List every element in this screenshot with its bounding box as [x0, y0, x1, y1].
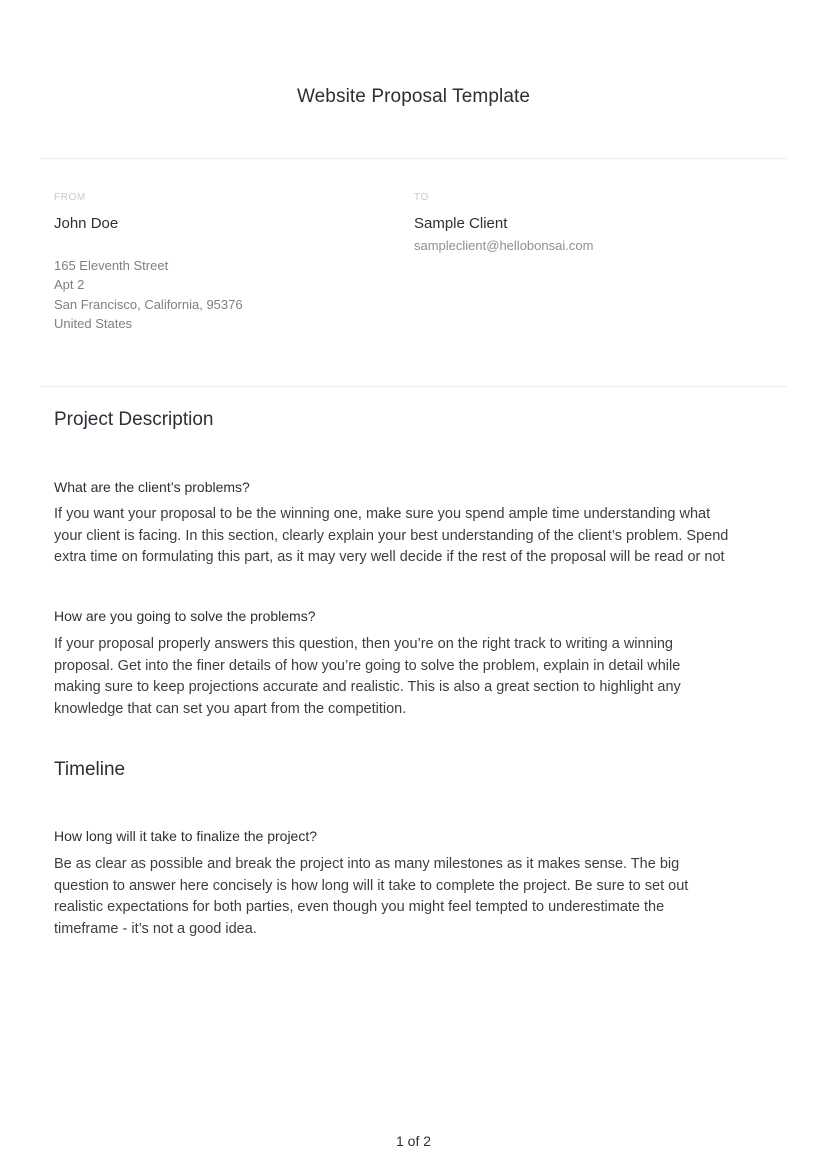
answer-client-problems	[54, 504, 778, 569]
parties-divider	[40, 386, 787, 387]
answer-line: your client is facing. In this section, clearly explain your best understanding of the client’s problem. Spend	[54, 527, 729, 544]
question-project-duration: How long will it take to finalize the project?	[54, 828, 318, 844]
header-divider	[40, 158, 787, 159]
to-email: sampleclient@hellobonsai.com	[414, 238, 594, 253]
address-line: San Francisco, California, 95376	[54, 296, 243, 312]
to-block	[414, 191, 774, 255]
answer-line: proposal. Get into the finer details of how you’re going to solve the problem, explain in detail while	[54, 657, 681, 674]
answer-line: timeframe - it’s not a good idea.	[54, 920, 257, 937]
answer-line: knowledge that can set you apart from the competition.	[54, 700, 407, 717]
address-line: Apt 2	[54, 277, 85, 293]
answer-line: question to answer here concisely is how long will it take to complete the project. Be sure to set out	[54, 877, 689, 894]
section-title-project-description: Project Description	[54, 409, 214, 430]
answer-line: Be as clear as possible and break the project into as many milestones as it makes sense. The big	[54, 856, 680, 872]
address-line: United States	[54, 315, 133, 331]
from-block	[54, 191, 394, 333]
answer-line: If your proposal properly answers this question, then you’re on the right track to writing a winning	[54, 636, 673, 652]
section-title-timeline: Timeline	[54, 759, 126, 780]
answer-line: extra time on formulating this part, as it may very well decide if the rest of the proposal will be read or not	[54, 549, 725, 566]
to-name: Sample Client	[414, 215, 508, 232]
address-line: 165 Eleventh Street	[54, 258, 169, 273]
document-title: Website Proposal Template	[296, 86, 531, 107]
answer-line: making sure to keep projections accurate and realistic. This is also a great section to highlight any	[54, 679, 681, 696]
answer-solve-problems	[54, 634, 778, 720]
answer-line: If you want your proposal to be the winning one, make sure you spend ample time understanding what	[54, 506, 711, 522]
page-number: 1 of 2	[395, 1133, 432, 1149]
question-client-problems: What are the client’s problems?	[54, 479, 250, 495]
from-name: John Doe	[54, 215, 119, 232]
to-label: TO	[414, 192, 429, 203]
from-address	[54, 256, 394, 333]
answer-project-duration	[54, 854, 778, 940]
answer-line: realistic expectations for both parties, even though you might feel tempted to underestimate the	[54, 899, 665, 916]
from-label: FROM	[54, 192, 86, 203]
question-solve-problems: How are you going to solve the problems?	[54, 608, 316, 624]
